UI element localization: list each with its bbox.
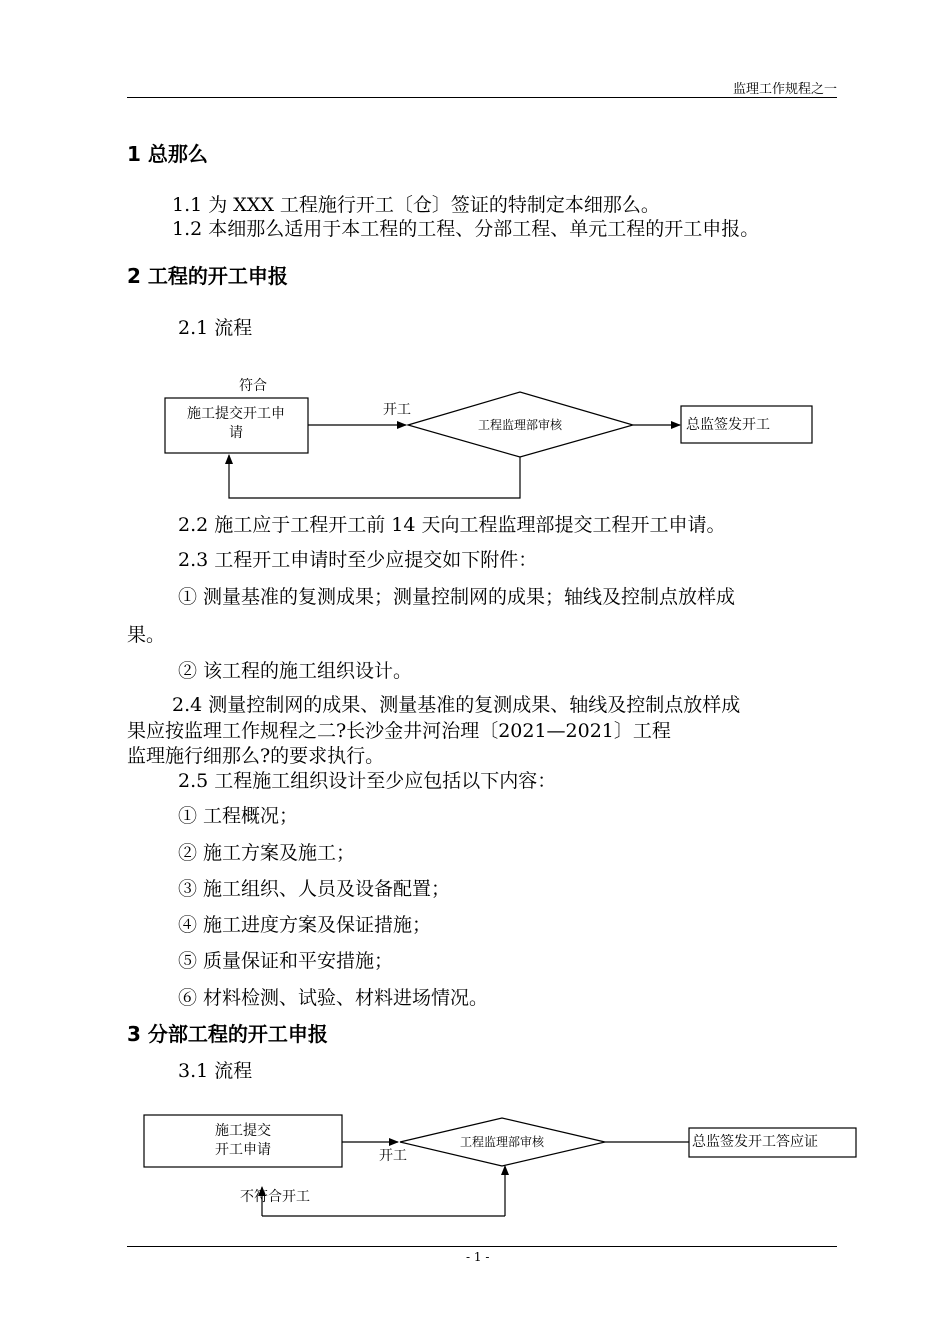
section-1-heading: 1 总那么 (127, 142, 208, 166)
flow2-apply-line1: 施工提交 (215, 1123, 271, 1139)
flow1-return-arrow (229, 455, 520, 498)
para-2-4-line1: 2.4 测量控制网的成果、测量基准的复测成果、轴线及控制点放样成 (172, 694, 741, 716)
list-item: ② 施工方案及施工； (178, 842, 356, 864)
flow2-apply-line2: 开工申请 (215, 1142, 271, 1158)
running-header: 监理工作规程之一 (732, 82, 837, 97)
attachment-1-line1: ① 测量基准的复测成果；测量控制网的成果；轴线及控制点放样成 (178, 586, 736, 608)
flow1-apply-line2: 请 (229, 425, 243, 441)
flow2-back-label: 不符合开工 (240, 1189, 310, 1205)
flow-title-2-1: 2.1 流程 (178, 317, 253, 339)
para-2-5: 2.5 工程施工组织设计至少应包括以下内容： (178, 770, 557, 792)
list-item: ④ 施工进度方案及保证措施； (178, 914, 432, 936)
para-2-2: 2.2 施工应于工程开工前 14 天向工程监理部提交工程开工申请。 (178, 514, 726, 536)
para-2-4-line3: 监理施行细那么?的要求执行。 (127, 745, 385, 767)
flow2-review-label: 工程监理部审核 (459, 1135, 545, 1149)
para-1-1: 1.1 为 XXX 工程施行开工〔仓〕签证的特制定本细那么。 (172, 194, 660, 216)
flow-title-3-1: 3.1 流程 (178, 1060, 253, 1082)
footer-rule (127, 1246, 837, 1247)
flow1-issue-label: 总监签发开工 (686, 417, 770, 433)
section-3-heading: 3 分部工程的开工申报 (127, 1022, 328, 1046)
list-item: ⑥ 材料检测、试验、材料进场情况。 (178, 987, 489, 1009)
flow1-fit-label: 符合 (239, 378, 267, 394)
flow1-review-label: 工程监理部审核 (477, 418, 563, 432)
section-2-heading: 2 工程的开工申报 (127, 264, 288, 288)
flow1-start-label: 开工 (383, 402, 411, 418)
attachment-1-line2: 果。 (127, 624, 166, 646)
list-item: ⑤ 质量保证和平安措施； (178, 950, 394, 972)
para-2-3: 2.3 工程开工申请时至少应提交如下附件： (178, 549, 538, 571)
attachment-2: ② 该工程的施工组织设计。 (178, 660, 413, 682)
flow1-apply-line1: 施工提交开工申 (187, 406, 285, 422)
list-item: ① 工程概况； (178, 805, 299, 827)
page-number: - 1 - (466, 1250, 490, 1264)
para-2-4-line2: 果应按监理工作规程之二?长沙金井河治理〔2021—2021〕工程 (127, 720, 671, 742)
list-item: ③ 施工组织、人员及设备配置； (178, 878, 451, 900)
flow2-start-label: 开工 (379, 1148, 407, 1164)
para-1-2: 1.2 本细那么适用于本工程的工程、分部工程、单元工程的开工申报。 (172, 218, 760, 240)
flow2-issue-label: 总监签发开工答应证 (692, 1134, 818, 1150)
